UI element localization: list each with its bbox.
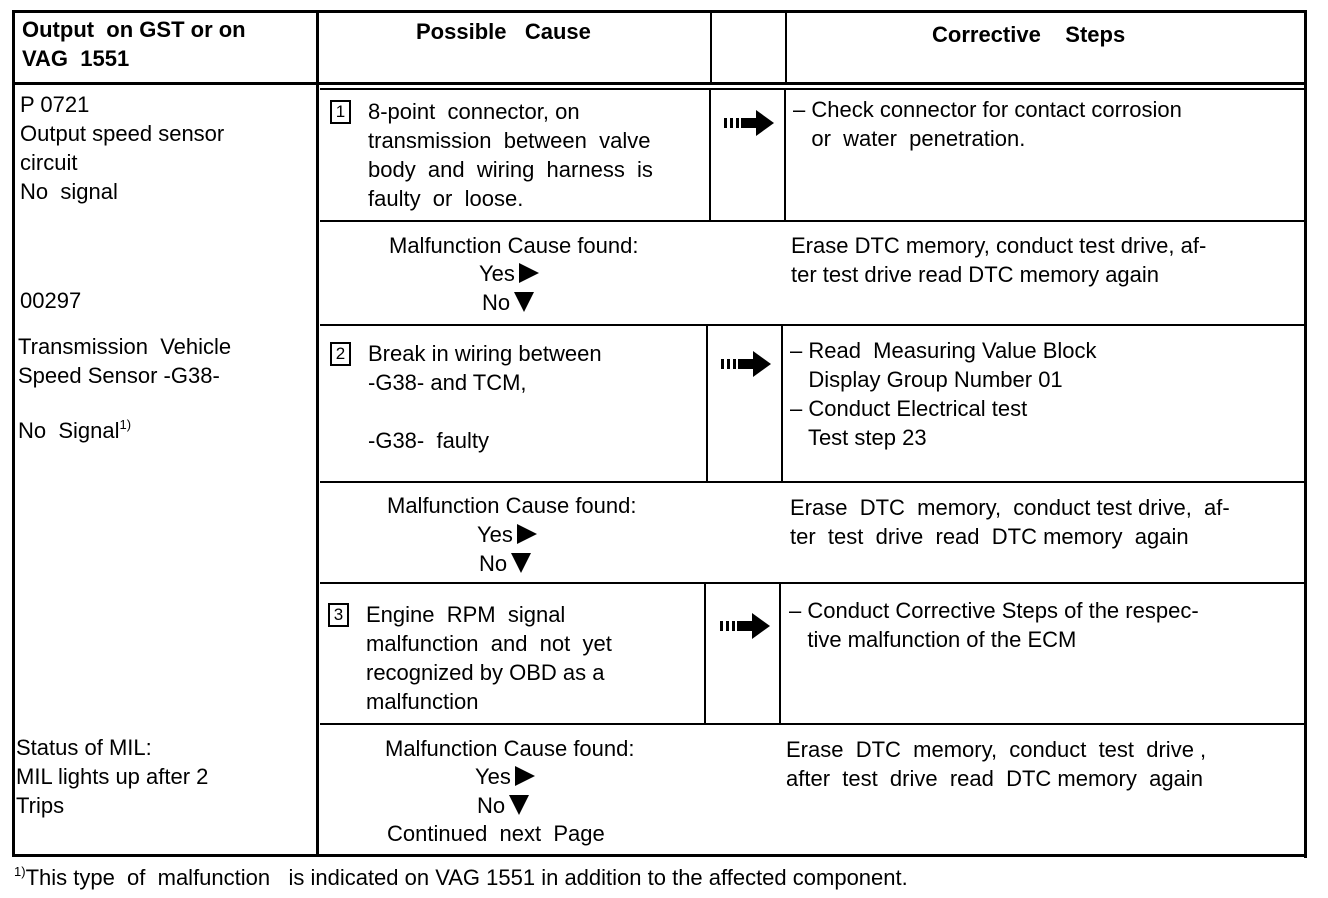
arrow-right-icon [719,349,777,379]
step1-corrective: – Check connector for contact corrosion or water penetration. [793,97,1182,151]
header-divider [12,82,1307,85]
step1-div-b [784,88,786,222]
arrow-right-icon [722,108,780,138]
step1-bottom [320,220,1306,222]
step1-cause-text: 8-point connector, on transmission between valve body and wiring harness is faulty or loose. [368,99,653,211]
malf3-label: Malfunction Cause found: [385,736,635,761]
step1-number: 1 [330,100,351,124]
dtc-p0721: P 0721 Output speed sensor circuit No signal [20,92,225,204]
dtc-description: Transmission Vehicle Speed Sensor -G38- [18,334,232,388]
step1-box-left-top [320,88,1306,90]
malf1-bottom [320,324,1306,326]
header-col2-divider [710,10,712,84]
malf2-no: No [479,549,531,578]
step2-number: 2 [330,342,351,366]
continued-next-page: Continued next Page [387,821,605,846]
mil-status: Status of MIL: MIL lights up after 2 Trips [16,735,209,818]
no-signal-label: No Signal$^{1)}$ [18,417,132,443]
step3-bottom [320,723,1306,725]
header-output: Output on GST or on VAG 1551 [22,17,246,71]
step1-div-a [709,88,711,222]
malf1-yes: Yes [479,259,539,288]
header-corrective-steps: Corrective Steps [932,22,1126,47]
malf2-bottom [320,582,1306,584]
malf1-erase: Erase DTC memory, conduct test drive, af- ter test drive read DTC memory again [791,233,1207,287]
footnote: $^{1)}$This type of malfunction is indicated on VAG 1551 in addition to the affected component. [14,864,908,890]
step2-cause [330,339,359,368]
step3-corrective: – Conduct Corrective Steps of the respec- tive malfunction of the ECM [789,598,1199,652]
step3-cause-text: Engine RPM signal malfunction and not yet recognized by OBD as a malfunction [366,602,612,714]
arrow-right-icon [718,611,776,641]
table-border-bottom [12,854,1307,857]
step2-div-b [781,326,783,482]
malf2-erase: Erase DTC memory, conduct test drive, af- ter test drive read DTC memory again [790,495,1230,549]
dtc-00297: 00297 [20,288,82,313]
header-col3-divider [785,10,787,84]
yes-arrow-icon [517,524,537,544]
col1-divider [316,10,319,856]
yes-arrow-icon [515,766,535,786]
step2-bottom [320,481,1306,483]
malf1-label: Malfunction Cause found: [389,233,639,258]
malf2-label: Malfunction Cause found: [387,493,637,518]
step3-number: 3 [328,603,349,627]
table-border-top [12,10,1307,13]
no-arrow-icon [511,553,531,573]
malf1-no: No [482,288,534,317]
step3-cause [328,600,357,629]
table-border-right [1304,10,1307,858]
step2-cause-text: Break in wiring between -G38- and TCM, -G38- faulty [368,341,602,453]
header-possible-cause: Possible Cause [416,19,591,44]
yes-arrow-icon [519,263,539,283]
step1-cause [330,97,359,126]
step3-div-b [779,584,781,724]
malf3-no: No [477,791,529,820]
table-border-left [12,10,15,855]
malf3-yes: Yes [475,762,535,791]
no-arrow-icon [514,292,534,312]
malf2-yes: Yes [477,520,537,549]
step2-div-a [706,326,708,482]
step3-div-a [704,584,706,724]
step2-corrective: – Read Measuring Value Block Display Group Number 01 – Conduct Electrical test Test step 23 [790,338,1097,450]
malf3-erase: Erase DTC memory, conduct test drive , after test drive read DTC memory again [786,737,1207,791]
no-arrow-icon [509,795,529,815]
